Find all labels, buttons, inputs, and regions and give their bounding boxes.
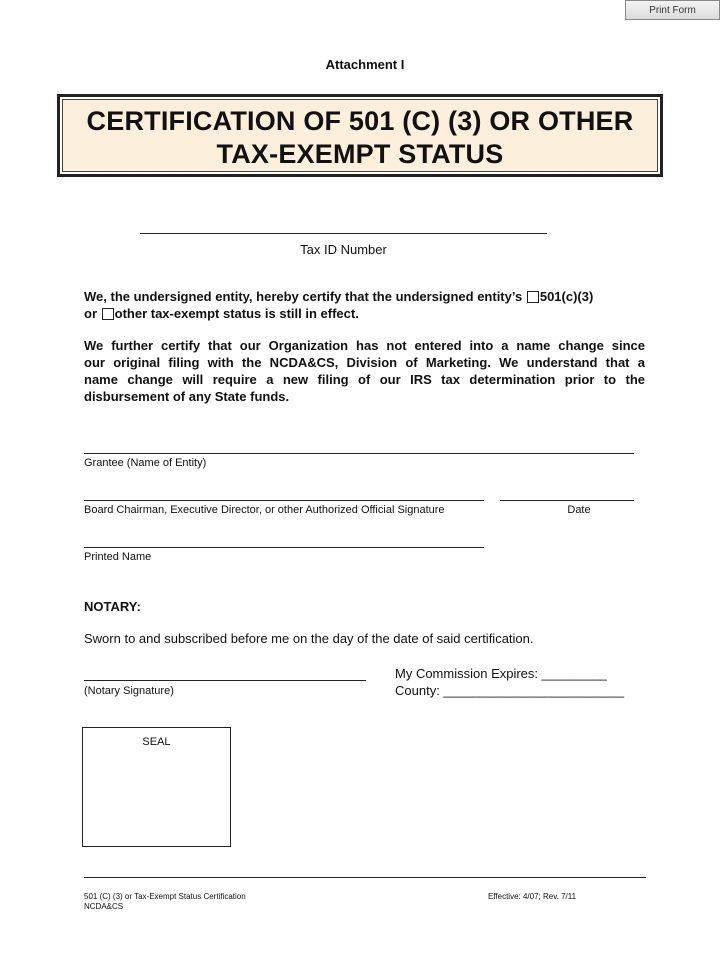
seal-box — [82, 727, 231, 847]
footer-form-name: 501 (C) (3) or Tax-Exempt Status Certification — [84, 892, 246, 901]
sworn-statement: Sworn to and subscribed before me on the day of the date of said certification. — [84, 631, 534, 646]
date-field[interactable] — [500, 500, 634, 501]
certify-line-1 — [84, 288, 644, 305]
notary-signature-field[interactable] — [84, 680, 366, 681]
certify-paragraph — [84, 288, 644, 322]
title-line-1: CERTIFICATION OF 501 (C) (3) OR OTHER — [86, 106, 634, 136]
501c3-checkbox[interactable] — [527, 291, 539, 303]
signature-label: Board Chairman, Executive Director, or other Authorized Official Signature — [84, 504, 445, 516]
further-line-3: name change will require a new filing of our IRS tax determination prior to the — [84, 372, 645, 387]
title-box — [57, 94, 663, 177]
other-exempt-checkbox[interactable] — [102, 308, 114, 320]
footer-divider — [84, 877, 646, 878]
501c3-option-label: 501(c)(3) — [539, 289, 594, 304]
county-field[interactable]: County: _________________________ — [395, 683, 625, 698]
further-line-4: disbursement of any State funds. — [84, 389, 290, 404]
seal-label: SEAL — [142, 736, 171, 748]
date-label: Date — [567, 504, 591, 516]
tax-id-label: Tax ID Number — [300, 242, 387, 257]
notary-heading: NOTARY: — [84, 599, 141, 614]
print-form-button[interactable]: Print Form — [625, 0, 720, 20]
printed-name-label: Printed Name — [84, 551, 152, 563]
notary-signature-label: (Notary Signature) — [84, 685, 174, 697]
signature-field[interactable] — [84, 500, 484, 501]
certify-text-2: or — [84, 306, 101, 321]
grantee-field[interactable] — [84, 453, 634, 454]
attachment-label: Attachment I — [325, 57, 405, 72]
grantee-label: Grantee (Name of Entity) — [84, 457, 207, 469]
footer-left — [84, 892, 246, 912]
further-line-2: our original filing with the NCDA&CS, Division of Marketing. We understand that a — [84, 355, 645, 370]
further-certify-paragraph — [84, 337, 645, 405]
other-exempt-option-label: other tax-exempt status is still in effect. — [114, 306, 359, 321]
title-line-2: TAX-EXEMPT STATUS — [216, 139, 504, 169]
footer-agency: NCDA&CS — [84, 902, 124, 911]
certify-line-2 — [84, 305, 644, 322]
footer-revision: Effective: 4/07; Rev. 7/11 — [488, 892, 577, 901]
certify-text-1: We, the undersigned entity, hereby certify that the undersigned entity’s — [84, 289, 526, 304]
printed-name-field[interactable] — [84, 547, 484, 548]
further-line-1: We further certify that our Organization has not entered into a name change since — [84, 338, 645, 353]
tax-id-field[interactable] — [140, 233, 547, 234]
commission-expires[interactable]: My Commission Expires: _________ — [395, 666, 607, 681]
